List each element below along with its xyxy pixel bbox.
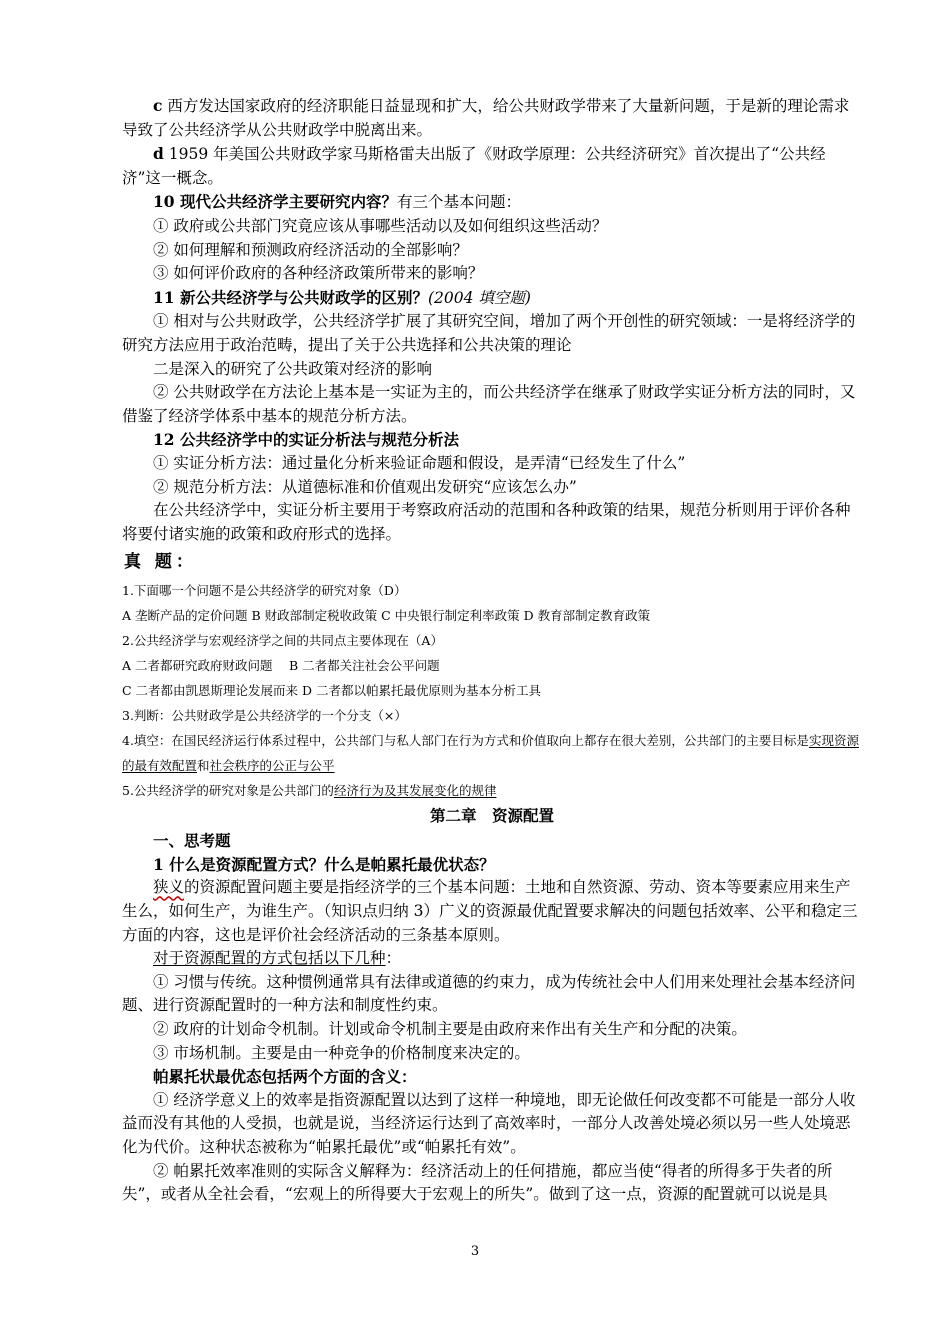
pareto-item-1: ① 经济学意义上的效率是指资源配置以达到了这样一种境地，即无论做任何改变都不可能是一部分人收益而没有其他的人受损，也就是说，当经济运行达到了高效率时，一部分人改善处境必须以另一些人处境恶化为代价。这种状态被称为“帕累托最优”或“帕累托有效”。: [122, 1090, 856, 1156]
paragraph-d-label: d: [153, 144, 164, 164]
question-11-note: (2004 填空题): [427, 288, 531, 307]
allocation-method-item: ③ 市场机制。主要是由一种竞争的价格制度来决定的。: [153, 1043, 530, 1062]
exam-question-1-options: A 垄断产品的定价问题 B 财政部制定税收政策 C 中央银行制定利率政策 D 教育部制定教育政策: [122, 608, 651, 624]
exam-question-4-text: 4.填空：在国民经济运行体系过程中，公共部门与私人部门在行为方式和价值取向上都存在很大差别，公共部门的主要目标是: [122, 733, 809, 749]
exam-question-2-options-1: A 二者都研究政府财政问题 B 二者都关注社会公平问题: [122, 658, 440, 674]
exam-question-4-answer-1: 实现资源的最有效配置: [122, 733, 859, 774]
paragraph-d: [122, 142, 862, 190]
question-10-heading: [122, 190, 862, 215]
paragraph-c-label: c: [153, 96, 163, 115]
exam-question-2: 2.公共经济学与宏观经济学之间的共同点主要体现在（A）: [122, 633, 443, 649]
pareto-heading: 帕累托状最优态包括两个方面的含义：: [153, 1067, 417, 1087]
page-number: 3: [470, 1244, 480, 1259]
question-10-item: ② 如何理解和预测政府经济活动的全部影响？: [153, 240, 468, 259]
exam-question-5-text: 5.公共经济学的研究对象是公共部门的: [122, 783, 334, 799]
question-12-summary: 在公共经济学中，实证分析主要用于考察政府活动的范围和各种政策的结果，规范分析则用于评价各种将要付诸实施的政策和政府形式的选择。: [122, 501, 851, 543]
paragraph-c-text: 西方发达国家政府的经济职能日益显现和扩大，给公共财政学带来了大量新问题，于是新的理论需求导致了公共经济学从公共财政学中脱离出来。: [122, 97, 850, 139]
document-page: [122, 94, 862, 1207]
paragraph-d-text: 1959 年美国公共财政学家马斯格雷夫出版了《财政学原理：公共经济研究》首次提出了“公共经济”这一概念。: [122, 145, 826, 187]
narrow-sense-word: 狭义: [153, 878, 185, 897]
question-11-heading: [122, 286, 862, 311]
question-12-item-2: ② 规范分析方法：从道德标准和价值观出发研究“应该怎么办”: [153, 477, 577, 496]
allocation-methods-intro: [122, 947, 862, 971]
paragraph-c: [122, 94, 862, 142]
question-11-item-2: ② 公共财政学在方法论上基本是一实证为主的，而公共经济学在继承了财政学实证分析方法的同时，又借鉴了经济学体系中基本的规范分析方法。: [122, 383, 856, 425]
chapter-title: 第二章 资源配置: [429, 806, 554, 826]
allocation-methods-intro-colon: ：: [385, 949, 402, 968]
resource-allocation-text: 的资源配置问题主要是指经济学的三个基本问题：土地和自然资源、劳动、资本等要素应用来生产生么，如何生产，为谁生产。（知识点归纳 3）广义的资源最优配置要求解决的问题包括效率、公平和稳定三方面的内容，这也是评价社会经济活动的三条基本原则。: [122, 878, 858, 944]
resource-allocation-paragraph: [122, 876, 862, 947]
exam-question-1: 1.下面哪一个问题不是公共经济学的研究对象（D）: [122, 583, 407, 599]
question-10-title-tail: 有三个基本问题：: [396, 193, 521, 212]
section-heading: 一、思考题: [153, 831, 231, 851]
question-10-item: ③ 如何评价政府的各种经济政策所带来的影响？: [153, 264, 484, 283]
exam-question-4-join: 和: [197, 758, 210, 774]
question-12-title: 12 公共经济学中的实证分析法与规范分析法: [153, 430, 459, 450]
question-10-item: ① 政府或公共部门究竟应该从事哪些活动以及如何组织这些活动？: [153, 216, 608, 235]
exam-question-5-answer: 经济行为及其发展变化的规律: [333, 783, 497, 799]
question-10-title: 10 现代公共经济学主要研究内容？: [153, 192, 397, 212]
allocation-methods-intro-text: 对于资源配置的方式包括以下几种: [153, 949, 386, 968]
question-11-item-1-continued: 二是深入的研究了公共政策对经济的影响: [153, 359, 433, 378]
chapter-question-1-title: 1 什么是资源配置方式？什么是帕累托最优状态？: [153, 854, 495, 874]
exam-question-4: [122, 728, 862, 778]
exam-question-3: 3.判断：公共财政学是公共经济学的一个分支（×）: [122, 708, 407, 724]
question-12-item-1: ① 实证分析方法：通过量化分析来验证命题和假设，是弄清“已经发生了什么”: [153, 453, 686, 472]
exam-question-2-options-2: C 二者都由凯恩斯理论发展而来 D 二者都以帕累托最优原则为基本分析工具: [122, 683, 542, 699]
exam-questions-heading: 真 题：: [124, 552, 197, 573]
pareto-item-2: ② 帕累托效率准则的实际含义解释为：经济活动上的任何措施，都应当使“得者的所得多于失者的所失”，或者从全社会看，“宏观上的所得要大于宏观上的所失”。做到了这一点，资源的配置就可以说是具: [122, 1161, 833, 1204]
exam-question-4-answer-2: 社会秩序的公正与公平: [209, 758, 335, 774]
exam-question-5: [122, 778, 862, 803]
question-11-item-1: ① 相对与公共财政学，公共经济学扩展了其研究空间，增加了两个开创性的研究领域：一是将经济学的研究方法应用于政治范畴，提出了关于公共选择和公共决策的理论: [122, 312, 856, 354]
question-11-title: 11 新公共经济学与公共财政学的区别？: [153, 287, 428, 307]
allocation-method-item: ① 习惯与传统。这种惯例通常具有法律或道德的约束力，成为传统社会中人们用来处理社会基本经济问题、进行资源配置时的一种方法和制度性约束。: [122, 972, 856, 1015]
allocation-method-item: ② 政府的计划命令机制。计划或命令机制主要是由政府来作出有关生产和分配的决策。: [153, 1020, 747, 1039]
